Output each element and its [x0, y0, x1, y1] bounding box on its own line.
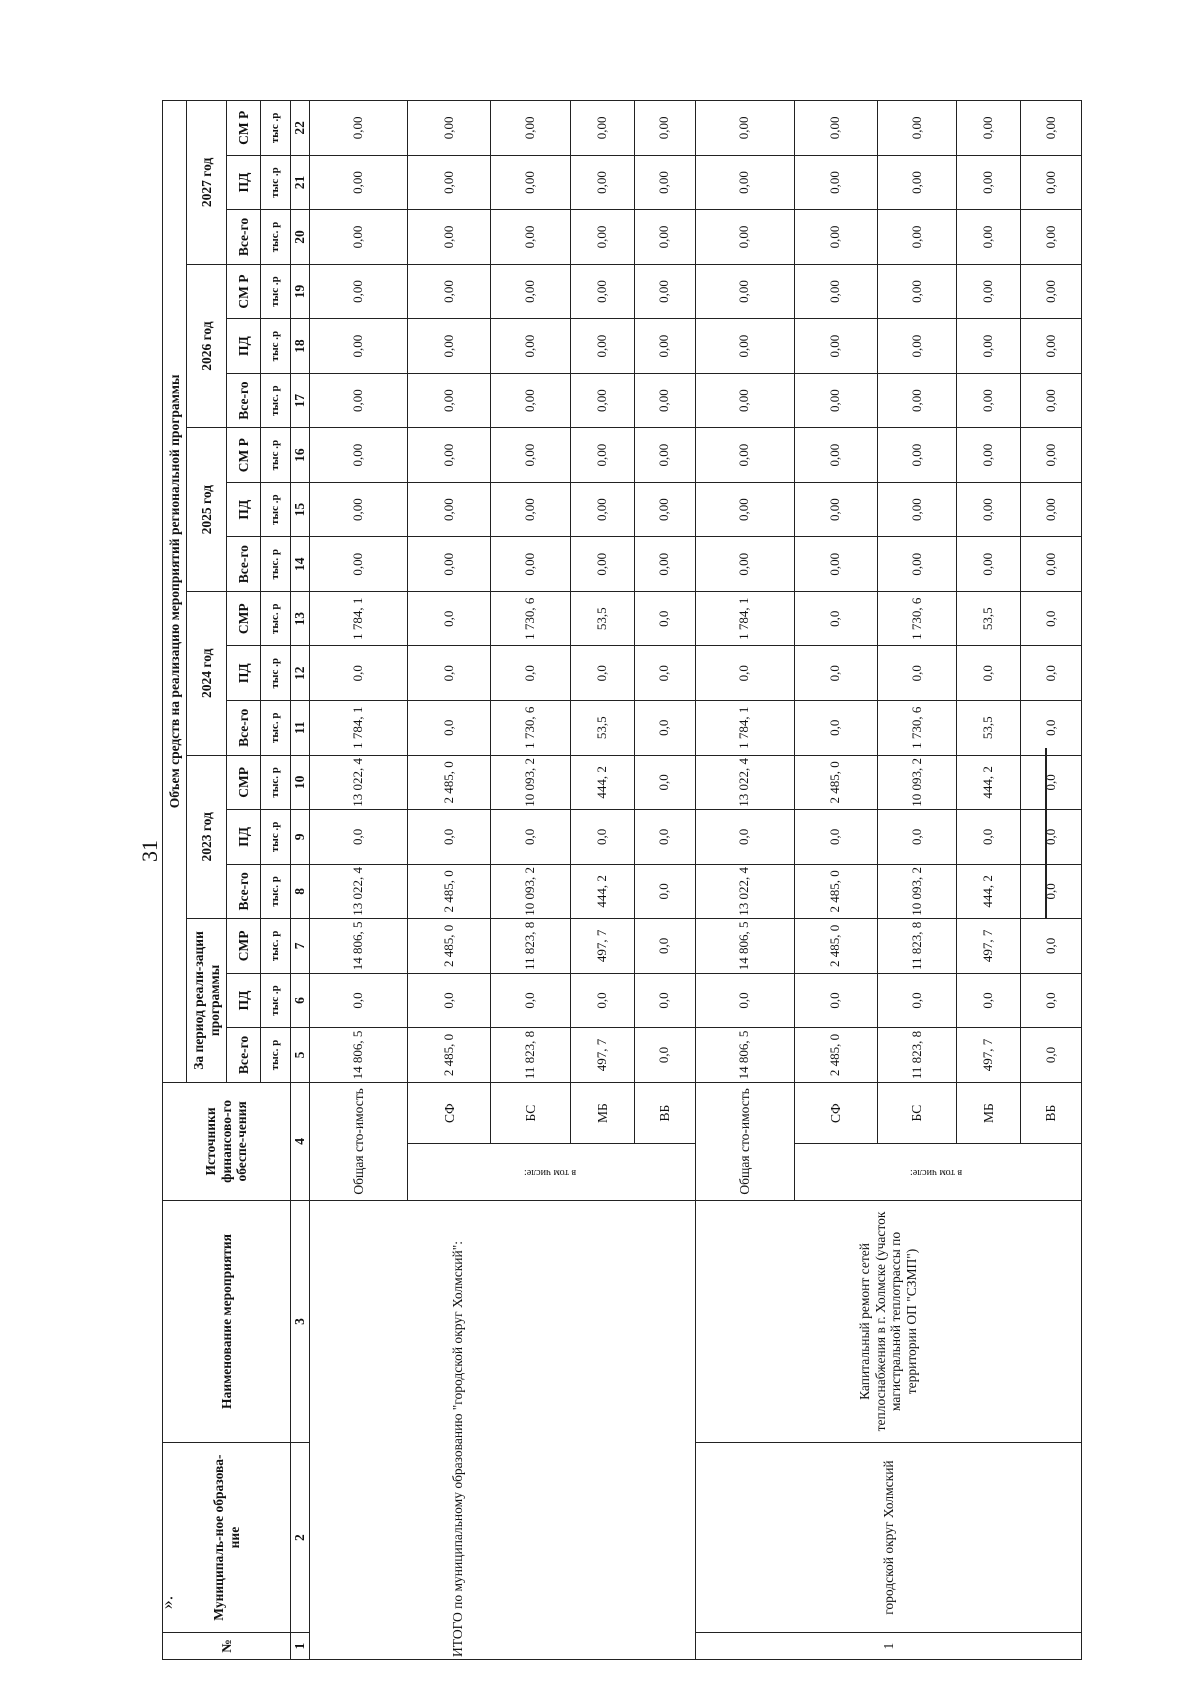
value-cell: 0,00 [309, 428, 408, 483]
value-cell: 1 784, 1 [309, 591, 408, 646]
value-cell: 1 784, 1 [309, 701, 408, 756]
value-cell: 0,0 [635, 810, 696, 865]
value-cell: 13 022, 4 [309, 864, 408, 919]
header-group-5: 2027 год [187, 101, 227, 265]
column-number-0: 1 [291, 1633, 310, 1660]
column-number-1: 2 [291, 1442, 310, 1632]
value-cell: 10 093, 2 [877, 755, 957, 810]
column-number-2: 3 [291, 1201, 310, 1443]
source-1: СФ [794, 1082, 877, 1144]
value-cell: 0,00 [794, 210, 877, 265]
header-no: № [163, 1633, 291, 1660]
header-unit-4: тыс .р [261, 810, 291, 865]
value-cell: 0,0 [1021, 919, 1082, 974]
column-number-9: 10 [291, 755, 310, 810]
header-unit-6: тыс. р [261, 701, 291, 756]
header-unit-10: тыс .р [261, 482, 291, 537]
source-1: СФ [408, 1082, 491, 1144]
value-cell: 0,00 [877, 264, 957, 319]
header-group-2: 2024 год [187, 591, 227, 755]
value-cell: 0,00 [957, 319, 1021, 374]
value-cell: 0,00 [491, 101, 571, 156]
value-cell: 0,00 [408, 264, 491, 319]
including-label [408, 1144, 695, 1201]
value-cell: 444, 2 [957, 864, 1021, 919]
value-cell: 0,00 [1021, 319, 1082, 374]
value-cell: 0,0 [309, 973, 408, 1028]
value-cell: 0,00 [794, 101, 877, 156]
value-cell: 0,00 [877, 155, 957, 210]
value-cell: 13 022, 4 [695, 864, 794, 919]
value-cell: 11 823, 8 [491, 919, 571, 974]
value-cell: 0,00 [877, 319, 957, 374]
header-unit-13: тыс .р [261, 319, 291, 374]
column-number-12: 13 [291, 591, 310, 646]
header-sub-10: ПД [227, 482, 261, 537]
header-group-0: За период реали-зации программы [187, 919, 227, 1083]
including-label [794, 1144, 1081, 1201]
value-cell: 0,00 [635, 210, 696, 265]
value-cell: 0,0 [1021, 1028, 1082, 1083]
header-column-numbers-row [291, 101, 310, 1660]
value-cell: 0,00 [571, 319, 635, 374]
header-unit-0: тыс. р [261, 1028, 291, 1083]
value-cell: 0,0 [571, 810, 635, 865]
header-unit-1: тыс .р [261, 973, 291, 1028]
value-cell: 2 485, 0 [408, 1028, 491, 1083]
value-cell: 0,00 [794, 264, 877, 319]
value-cell: 0,00 [491, 537, 571, 592]
column-number-3: 4 [291, 1082, 310, 1200]
column-number-13: 14 [291, 537, 310, 592]
value-cell: 0,00 [695, 264, 794, 319]
value-cell: 0,0 [1021, 864, 1082, 919]
value-cell: 1 784, 1 [695, 701, 794, 756]
column-number-6: 7 [291, 919, 310, 974]
value-cell: 0,0 [635, 646, 696, 701]
value-cell: 0,00 [309, 319, 408, 374]
value-cell: 0,00 [957, 210, 1021, 265]
value-cell: 0,00 [491, 319, 571, 374]
value-cell: 0,00 [957, 537, 1021, 592]
value-cell: 444, 2 [957, 755, 1021, 810]
header-unit-17: тыс .р [261, 101, 291, 156]
including-label-text: в том числе: [523, 1167, 576, 1179]
column-number-7: 8 [291, 864, 310, 919]
column-number-15: 16 [291, 428, 310, 483]
header-volume-title: Объем средств на реализацию мероприятий региональной программы [163, 101, 187, 1083]
value-cell: 0,00 [1021, 264, 1082, 319]
value-cell: 0,00 [571, 482, 635, 537]
value-cell: 0,00 [571, 373, 635, 428]
including-label-text: в том числе: [910, 1167, 963, 1179]
value-cell: 0,0 [1021, 810, 1082, 865]
value-cell: 0,0 [635, 864, 696, 919]
value-cell: 1 730, 6 [877, 701, 957, 756]
value-cell: 0,00 [571, 101, 635, 156]
value-cell: 2 485, 0 [794, 755, 877, 810]
column-number-16: 17 [291, 373, 310, 428]
value-cell: 0,0 [1021, 701, 1082, 756]
table-body [309, 101, 1081, 1660]
value-cell: 0,00 [635, 537, 696, 592]
value-cell: 0,0 [571, 973, 635, 1028]
total-label: ИТОГО по муниципальному образованию "городской округ Холмский": [309, 1201, 695, 1660]
header-sub-14: СМ Р [227, 264, 261, 319]
header-sub-13: ПД [227, 319, 261, 374]
value-cell: 13 022, 4 [309, 755, 408, 810]
value-cell: 53,5 [571, 591, 635, 646]
value-cell: 2 485, 0 [408, 864, 491, 919]
value-cell: 1 730, 6 [491, 591, 571, 646]
column-number-18: 19 [291, 264, 310, 319]
value-cell: 0,00 [1021, 428, 1082, 483]
header-unit-16: тыс .р [261, 155, 291, 210]
value-cell: 0,00 [877, 210, 957, 265]
value-cell: 11 823, 8 [877, 1028, 957, 1083]
value-cell: 0,00 [571, 537, 635, 592]
value-cell: 0,00 [877, 101, 957, 156]
value-cell: 2 485, 0 [794, 864, 877, 919]
value-cell: 0,00 [794, 537, 877, 592]
value-cell: 0,00 [408, 319, 491, 374]
source-total: Общая сто-имость [695, 1082, 794, 1200]
header-unit-2: тыс. р [261, 919, 291, 974]
value-cell: 0,00 [408, 101, 491, 156]
value-cell: 0,0 [794, 973, 877, 1028]
header-sub-5: СМР [227, 755, 261, 810]
value-cell: 0,0 [877, 810, 957, 865]
value-cell: 0,00 [957, 155, 1021, 210]
value-cell: 0,00 [635, 155, 696, 210]
value-cell: 0,00 [571, 210, 635, 265]
value-cell: 0,00 [309, 482, 408, 537]
column-number-20: 21 [291, 155, 310, 210]
header-unit-3: тыс. р [261, 864, 291, 919]
value-cell: 0,0 [635, 591, 696, 646]
value-cell: 0,00 [877, 482, 957, 537]
value-cell: 0,00 [309, 264, 408, 319]
value-cell: 0,00 [309, 210, 408, 265]
header-group-4: 2026 год [187, 264, 227, 428]
value-cell: 0,0 [794, 701, 877, 756]
value-cell: 0,00 [794, 319, 877, 374]
value-cell: 0,0 [1021, 591, 1082, 646]
header-unit-7: тыс .р [261, 646, 291, 701]
header-sub-16: ПД [227, 155, 261, 210]
column-number-21: 22 [291, 101, 310, 156]
header-unit-14: тыс .р [261, 264, 291, 319]
value-cell: 0,00 [571, 155, 635, 210]
value-cell: 0,00 [1021, 101, 1082, 156]
header-event-name: Наименование мероприятия [163, 1201, 291, 1443]
value-cell: 444, 2 [571, 864, 635, 919]
value-cell: 10 093, 2 [491, 755, 571, 810]
value-cell: 0,00 [491, 264, 571, 319]
value-cell: 0,00 [635, 264, 696, 319]
value-cell: 0,00 [695, 428, 794, 483]
header-unit-5: тыс. р [261, 755, 291, 810]
item_block-row [695, 101, 794, 1660]
value-cell: 0,0 [877, 973, 957, 1028]
value-cell: 497, 7 [957, 1028, 1021, 1083]
value-cell: 0,00 [571, 428, 635, 483]
value-cell: 0,0 [408, 591, 491, 646]
header-sub-17: СМ Р [227, 101, 261, 156]
header-funding-source: Источники финансово-го обеспе-чения [163, 1082, 291, 1200]
closing-quote: ». [156, 1595, 177, 1610]
value-cell: 0,00 [309, 155, 408, 210]
value-cell: 0,00 [408, 482, 491, 537]
total_block-row [309, 101, 408, 1660]
value-cell: 444, 2 [571, 755, 635, 810]
value-cell: 0,00 [635, 101, 696, 156]
value-cell: 0,00 [877, 373, 957, 428]
value-cell: 0,0 [695, 646, 794, 701]
item-name: Капитальный ремонт сетей теплоснабжения в г. Холмске (участок магистральной теплотрассы по территории ОП "СЗМП") [695, 1201, 1081, 1443]
page-number: 31 [137, 840, 162, 862]
value-cell: 53,5 [957, 701, 1021, 756]
header-sub-2: СМР [227, 919, 261, 974]
value-cell: 0,0 [794, 591, 877, 646]
value-cell: 0,0 [635, 755, 696, 810]
value-cell: 0,00 [491, 373, 571, 428]
table-header [163, 101, 310, 1660]
value-cell: 0,00 [1021, 482, 1082, 537]
value-cell: 0,00 [635, 319, 696, 374]
source-2: БС [491, 1082, 571, 1144]
value-cell: 0,00 [957, 482, 1021, 537]
header-sub-1: ПД [227, 973, 261, 1028]
value-cell: 0,00 [408, 210, 491, 265]
value-cell: 0,00 [1021, 537, 1082, 592]
value-cell: 0,00 [957, 101, 1021, 156]
value-cell: 0,0 [635, 701, 696, 756]
value-cell: 0,00 [695, 155, 794, 210]
value-cell: 10 093, 2 [877, 864, 957, 919]
header-sub-3: Все-го [227, 864, 261, 919]
value-cell: 0,0 [491, 810, 571, 865]
header-sub-8: СМР [227, 591, 261, 646]
value-cell: 0,00 [491, 482, 571, 537]
column-number-10: 11 [291, 701, 310, 756]
value-cell: 0,00 [695, 373, 794, 428]
value-cell: 0,0 [957, 646, 1021, 701]
value-cell: 0,00 [635, 482, 696, 537]
value-cell: 497, 7 [957, 919, 1021, 974]
column-number-5: 6 [291, 973, 310, 1028]
value-cell: 0,0 [877, 646, 957, 701]
column-number-8: 9 [291, 810, 310, 865]
value-cell: 0,0 [957, 973, 1021, 1028]
column-number-11: 12 [291, 646, 310, 701]
value-cell: 0,0 [635, 919, 696, 974]
value-cell: 0,00 [794, 155, 877, 210]
value-cell: 0,0 [309, 810, 408, 865]
value-cell: 0,00 [695, 319, 794, 374]
value-cell: 0,00 [571, 264, 635, 319]
header-sub-4: ПД [227, 810, 261, 865]
value-cell: 0,00 [695, 101, 794, 156]
value-cell: 2 485, 0 [794, 919, 877, 974]
value-cell: 0,00 [794, 482, 877, 537]
value-cell: 0,00 [695, 482, 794, 537]
value-cell: 0,00 [1021, 155, 1082, 210]
column-number-4: 5 [291, 1028, 310, 1083]
value-cell: 0,00 [309, 537, 408, 592]
value-cell: 0,0 [1021, 973, 1082, 1028]
value-cell: 0,00 [491, 210, 571, 265]
value-cell: 0,0 [1021, 646, 1082, 701]
header-unit-15: тыс. р [261, 210, 291, 265]
column-number-17: 18 [291, 319, 310, 374]
source-2: БС [877, 1082, 957, 1144]
value-cell: 0,00 [695, 537, 794, 592]
column-number-19: 20 [291, 210, 310, 265]
header-sub-6: Все-го [227, 701, 261, 756]
value-cell: 0,00 [695, 210, 794, 265]
value-cell: 10 093, 2 [491, 864, 571, 919]
value-cell: 0,00 [957, 373, 1021, 428]
value-cell: 497, 7 [571, 1028, 635, 1083]
value-cell: 0,0 [408, 701, 491, 756]
value-cell: 0,0 [794, 810, 877, 865]
value-cell: 0,00 [877, 537, 957, 592]
value-cell: 0,00 [635, 373, 696, 428]
value-cell: 0,0 [957, 810, 1021, 865]
funding-table [162, 100, 1082, 1660]
value-cell: 0,0 [309, 646, 408, 701]
value-cell: 0,0 [491, 973, 571, 1028]
header-sub-9: Все-го [227, 537, 261, 592]
value-cell: 0,00 [491, 428, 571, 483]
value-cell: 2 485, 0 [408, 755, 491, 810]
value-cell: 1 730, 6 [491, 701, 571, 756]
value-cell: 0,00 [635, 428, 696, 483]
source-3: МБ [957, 1082, 1021, 1144]
value-cell: 0,0 [408, 973, 491, 1028]
source-3: МБ [571, 1082, 635, 1144]
value-cell: 0,00 [1021, 373, 1082, 428]
value-cell: 2 485, 0 [408, 919, 491, 974]
value-cell: 0,0 [571, 646, 635, 701]
value-cell: 14 806, 5 [695, 919, 794, 974]
value-cell: 0,0 [408, 810, 491, 865]
value-cell: 1 730, 6 [877, 591, 957, 646]
value-cell: 0,00 [794, 373, 877, 428]
header-sub-15: Все-го [227, 210, 261, 265]
value-cell: 0,00 [491, 155, 571, 210]
value-cell: 0,00 [408, 373, 491, 428]
value-cell: 0,0 [491, 646, 571, 701]
source-4: ВБ [635, 1082, 696, 1144]
value-cell: 53,5 [571, 701, 635, 756]
value-cell: 14 806, 5 [309, 1028, 408, 1083]
value-cell: 0,0 [794, 646, 877, 701]
header-unit-9: тыс. р [261, 537, 291, 592]
value-cell: 0,00 [309, 373, 408, 428]
header-group-1: 2023 год [187, 755, 227, 919]
value-cell: 14 806, 5 [695, 1028, 794, 1083]
value-cell: 13 022, 4 [695, 755, 794, 810]
value-cell: 11 823, 8 [491, 1028, 571, 1083]
value-cell: 0,00 [408, 537, 491, 592]
value-cell: 0,00 [309, 101, 408, 156]
value-cell: 0,00 [957, 264, 1021, 319]
value-cell: 0,00 [408, 155, 491, 210]
value-cell: 0,0 [695, 973, 794, 1028]
value-cell: 497, 7 [571, 919, 635, 974]
value-cell: 0,00 [877, 428, 957, 483]
item-municipality: городской округ Холмский [695, 1442, 1081, 1632]
header-sub-7: ПД [227, 646, 261, 701]
item-number: 1 [695, 1633, 1081, 1660]
value-cell: 1 784, 1 [695, 591, 794, 646]
header-sub-11: СМ Р [227, 428, 261, 483]
value-cell: 14 806, 5 [309, 919, 408, 974]
value-cell: 11 823, 8 [877, 919, 957, 974]
value-cell: 0,0 [1021, 755, 1082, 810]
rotated-table-container [162, 100, 1082, 1660]
value-cell: 0,00 [957, 428, 1021, 483]
value-cell: 0,0 [635, 973, 696, 1028]
header-sub-12: Все-го [227, 373, 261, 428]
source-total: Общая сто-имость [309, 1082, 408, 1200]
header-municipality: Муниципаль-ное образова-ние [163, 1442, 291, 1632]
header-group-3: 2025 год [187, 428, 227, 592]
header-unit-8: тыс. р [261, 591, 291, 646]
value-cell: 0,00 [408, 428, 491, 483]
source-4: ВБ [1021, 1082, 1082, 1144]
header-unit-12: тыс. р [261, 373, 291, 428]
value-cell: 53,5 [957, 591, 1021, 646]
value-cell: 0,00 [1021, 210, 1082, 265]
column-number-14: 15 [291, 482, 310, 537]
header-unit-11: тыс .р [261, 428, 291, 483]
header-sub-0: Все-го [227, 1028, 261, 1083]
value-cell: 0,00 [794, 428, 877, 483]
value-cell: 0,0 [408, 646, 491, 701]
value-cell: 0,0 [695, 810, 794, 865]
value-cell: 2 485, 0 [794, 1028, 877, 1083]
value-cell: 0,0 [635, 1028, 696, 1083]
